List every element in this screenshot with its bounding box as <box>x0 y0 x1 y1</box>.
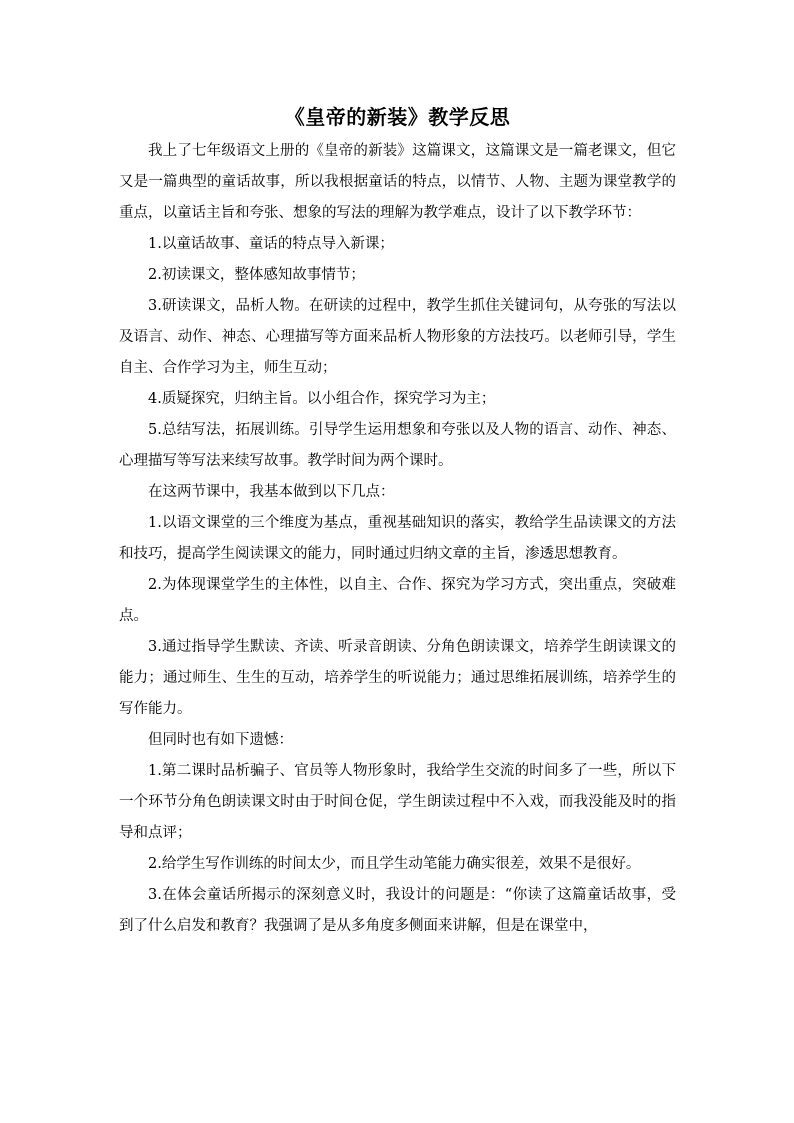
paragraph-regret-3: 3.在体会童话所揭示的深刻意义时，我设计的问题是：“你读了这篇童话故事，受到了什么启发和教育？我强调了是从多角度多侧面来讲解，但是在课堂中， <box>119 887 676 934</box>
paragraph-step-2: 2.初读课文，整体感知故事情节； <box>148 267 365 283</box>
paragraph-step-3: 3.研读课文，品析人物。在研读的过程中，教学生抓住关键词句，从夸张的写法以及语言、动作、神态、心理描写等方面来品析人物形象的方法技巧。以老师引导，学生自主、合作学习为主，师生互动； <box>119 298 676 376</box>
paragraph-achievement-1: 1.以语文课堂的三个维度为基点，重视基础知识的落实，教给学生品读课文的方法和技巧，提高学生阅读课文的能力，同时通过归纳文章的主旨，渗透思想教育。 <box>119 515 676 562</box>
paragraph-regret-2: 2.给学生写作训练的时间太少，而且学生动笔能力确实很差，效果不是很好。 <box>148 856 641 872</box>
document-page <box>119 100 676 942</box>
paragraph-achievements-intro: 在这两节课中，我基本做到以下几点： <box>148 484 395 500</box>
paragraph-intro: 我上了七年级语文上册的《皇帝的新装》这篇课文，这篇课文是一篇老课文，但它又是一篇典型的童话故事，所以我根据童话的特点，以情节、人物、主题为课堂教学的重点，以童话主旨和夸张、想象的写法的理解为教学难点，设计了以下教学环节： <box>119 143 676 221</box>
paragraph-regret-1: 1.第二课时品析骗子、官员等人物形象时，我给学生交流的时间多了一些，所以下一个环节分角色朗读课文时由于时间仓促，学生朗读过程中不入戏，而我没能及时的指导和点评； <box>119 763 676 841</box>
paragraph-step-5: 5.总结写法，拓展训练。引导学生运用想象和夸张以及人物的语言、动作、神态、心理描写等写法来续写故事。教学时间为两个课时。 <box>119 422 676 469</box>
paragraph-achievement-2: 2.为体现课堂学生的主体性，以自主、合作、探究为学习方式，突出重点，突破难点。 <box>119 577 676 624</box>
paragraph-regrets-intro: 但同时也有如下遗憾： <box>148 732 293 748</box>
paragraph-achievement-3: 3.通过指导学生默读、齐读、听录音朗读、分角色朗读课文，培养学生朗读课文的能力；通过师生、生生的互动，培养学生的听说能力；通过思维拓展训练，培养学生的写作能力。 <box>119 639 676 717</box>
document-title: 《皇帝的新装》教学反思 <box>284 105 511 129</box>
paragraph-step-1: 1.以童话故事、童话的特点导入新课； <box>148 236 394 252</box>
paragraph-step-4: 4.质疑探究，归纳主旨。以小组合作，探究学习为主； <box>148 391 496 407</box>
